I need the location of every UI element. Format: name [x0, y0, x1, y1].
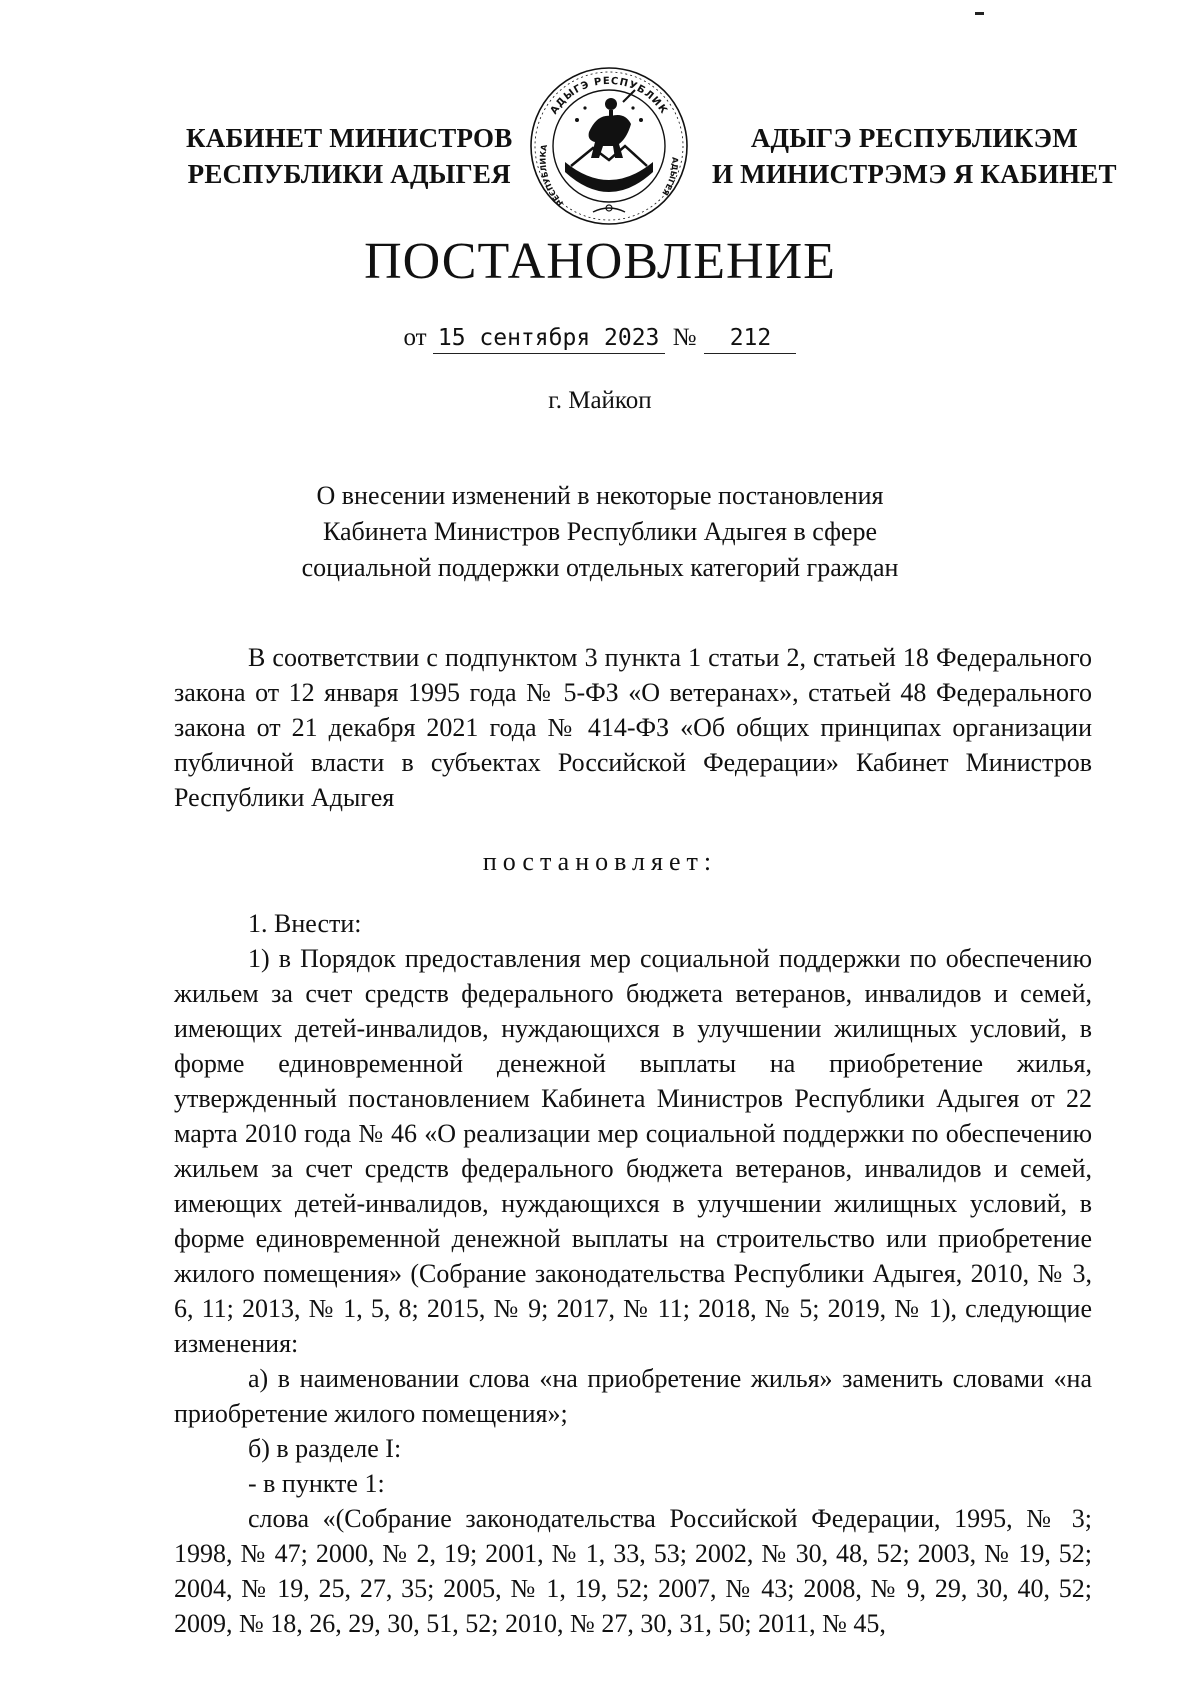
- org-name-russian-line2: РЕСПУБЛИКИ АДЫГЕЯ: [187, 159, 511, 189]
- paragraph-6: слова «(Собрание законодательства Российской Федерации, 1995, № 3; 1998, № 47; 2000, № 2, 19; 2001, № 1, 33, 53; 2002, № 30, 48, 52; 2003, № 19, 52; 2004, № 19, 25, 27, 35; 2005, № 1, 19, 52; 2007, № 43; 2008, № 9, 29, 30, 40, 52; 2009, № 18, 26, 29, 30, 51, 52; 2010, № 27, 30, 31, 50; 2011, № 45,: [174, 1504, 1092, 1638]
- date-number-row: [0, 318, 1200, 358]
- paragraph-5: - в пункте 1:: [248, 1469, 385, 1498]
- svg-text:АДЫГЕЯ: [660, 157, 679, 197]
- scan-mark: [975, 12, 984, 15]
- paragraph-2: 1) в Порядок предоставления мер социальной поддержки по обеспечению жильем за счет средств федерального бюджета ветеранов, инвалидов и семей, имеющих детей-инвалидов, нуждающихся в улучшении жилищных условий, в форме единовременной денежной выплаты на приобретение жилья, утвержденный постановлением Кабинета Министров Республики Адыгея от 22 марта 2010 года № 46 «О реализации мер социальной поддержки по обеспечению жильем за счет средств федерального бюджета ветеранов, инвалидов и семей, имеющих детей-инвалидов, нуждающихся в улучшении жилищных условий, в форме единовременной денежной выплаты на строительство или приобретение жилого помещения» (Собрание законодательства Республики Адыгея, 2010, № 3, 6, 11; 2013, № 1, 5, 8; 2015, № 9; 2017, № 11; 2018, № 5; 2019, № 1), следующие изменения:: [174, 944, 1092, 1358]
- org-name-adyghe: [712, 120, 1117, 192]
- org-name-adyghe-line1: АДЫГЭ РЕСПУБЛИКЭМ: [750, 123, 1078, 153]
- preamble-text: В соответствии с подпунктом 3 пункта 1 статьи 2, статьей 18 Федерального закона от 12 января 1995 года № 5-ФЗ «О ветеранах», статьей 48 Федерального закона от 21 декабря 2021 года № 414-ФЗ «Об общих принципах организации публичной власти в субъектах Российской Федерации» Кабинет Министров Республики Адыгея: [174, 643, 1092, 812]
- emblem-text-top: АДЫГЭ РЕСПУБЛИК: [548, 75, 670, 117]
- city: г. Майкоп: [548, 387, 652, 414]
- document-title: [0, 478, 1200, 586]
- paragraph-3: а) в наименовании слова «на приобретение жилья» заменить словами «на приобретение жилого помещения»;: [174, 1364, 1092, 1428]
- paragraph-4: б) в разделе I:: [248, 1434, 402, 1463]
- title-line3: социальной поддержки отдельных категорий граждан: [301, 553, 899, 582]
- emblem-text-right: АДЫГЕЯ: [660, 156, 680, 198]
- main-text: [174, 906, 1092, 1641]
- number-prefix: №: [672, 324, 697, 351]
- title-line1: О внесении изменений в некоторые постановления: [316, 481, 884, 510]
- org-name-adyghe-line2: И МИНИСТРЭМЭ Я КАБИНЕТ: [712, 159, 1117, 189]
- date-value: 15 сентября 2023: [433, 323, 665, 354]
- preamble-block: [174, 640, 1092, 815]
- document-type: ПОСТАНОВЛЕНИЕ: [364, 233, 836, 290]
- org-name-russian-line1: КАБИНЕТ МИНИСТРОВ: [186, 123, 513, 153]
- date-prefix: от: [403, 324, 427, 351]
- svg-text:АДЫГЭ РЕСПУБЛИК: [549, 76, 670, 117]
- coat-of-arms-icon: [527, 62, 691, 226]
- title-line2: Кабинета Министров Республики Адыгея в сфере: [323, 517, 877, 546]
- org-name-russian: [186, 120, 512, 192]
- emblem-text-left: РЕСПУБЛИКА: [538, 143, 566, 208]
- paragraph-1: 1. Внести:: [248, 909, 362, 938]
- resolves-word: постановляет:: [482, 847, 718, 876]
- number-value: 212: [704, 323, 796, 354]
